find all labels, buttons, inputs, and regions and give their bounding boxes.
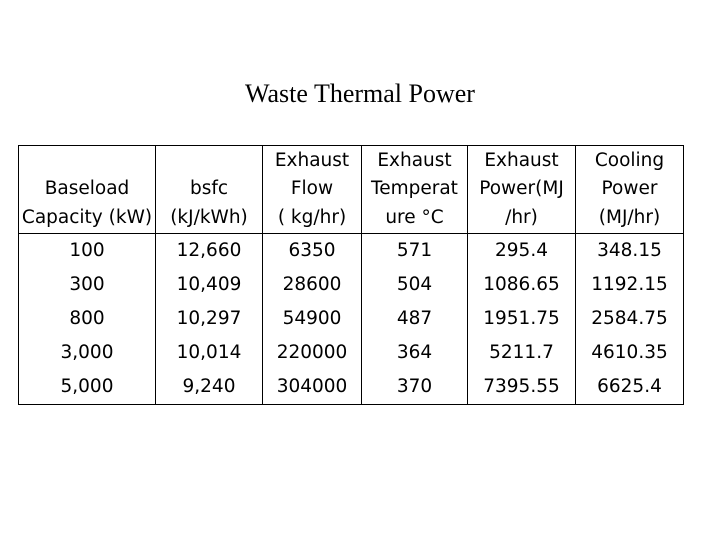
slide-title: Waste Thermal Power [245, 79, 475, 108]
cell-baseload-capacity: 3,000 [19, 336, 156, 370]
cell-exhaust-temperature: 487 [362, 302, 468, 336]
cell-exhaust-power: 295.4 [468, 234, 576, 269]
cell-exhaust-flow: 304000 [263, 370, 362, 405]
cell-baseload-capacity: 5,000 [19, 370, 156, 405]
cell-bsfc: 10,014 [156, 336, 263, 370]
header-exhaust-temperature: Exhaust Temperat ure °C [362, 146, 468, 234]
table-row [19, 336, 684, 370]
cell-exhaust-power: 7395.55 [468, 370, 576, 405]
cell-baseload-capacity: 300 [19, 268, 156, 302]
cell-exhaust-temperature: 504 [362, 268, 468, 302]
table-row [19, 302, 684, 336]
cell-exhaust-power: 5211.7 [468, 336, 576, 370]
table-row [19, 234, 684, 269]
cell-baseload-capacity: 100 [19, 234, 156, 269]
cell-bsfc: 9,240 [156, 370, 263, 405]
header-exhaust-flow: Exhaust Flow ( kg/hr) [263, 146, 362, 234]
cell-exhaust-flow: 220000 [263, 336, 362, 370]
header-baseload-capacity: Baseload Capacity (kW) [19, 146, 156, 234]
cell-exhaust-flow: 28600 [263, 268, 362, 302]
cell-exhaust-temperature: 364 [362, 336, 468, 370]
table-header-row [19, 146, 684, 234]
cell-bsfc: 12,660 [156, 234, 263, 269]
cell-exhaust-power: 1086.65 [468, 268, 576, 302]
cell-baseload-capacity: 800 [19, 302, 156, 336]
cell-bsfc: 10,297 [156, 302, 263, 336]
cell-exhaust-power: 1951.75 [468, 302, 576, 336]
cell-bsfc: 10,409 [156, 268, 263, 302]
cell-exhaust-flow: 54900 [263, 302, 362, 336]
table-row [19, 370, 684, 405]
cell-exhaust-temperature: 571 [362, 234, 468, 269]
cell-cooling-power: 4610.35 [576, 336, 684, 370]
cell-exhaust-flow: 6350 [263, 234, 362, 269]
table-row [19, 268, 684, 302]
cell-cooling-power: 6625.4 [576, 370, 684, 405]
header-exhaust-power: Exhaust Power(MJ /hr) [468, 146, 576, 234]
cell-cooling-power: 2584.75 [576, 302, 684, 336]
cell-cooling-power: 348.15 [576, 234, 684, 269]
cell-exhaust-temperature: 370 [362, 370, 468, 405]
waste-thermal-power-table [18, 145, 684, 405]
header-cooling-power: Cooling Power (MJ/hr) [576, 146, 684, 234]
cell-cooling-power: 1192.15 [576, 268, 684, 302]
header-bsfc: bsfc (kJ/kWh) [156, 146, 263, 234]
